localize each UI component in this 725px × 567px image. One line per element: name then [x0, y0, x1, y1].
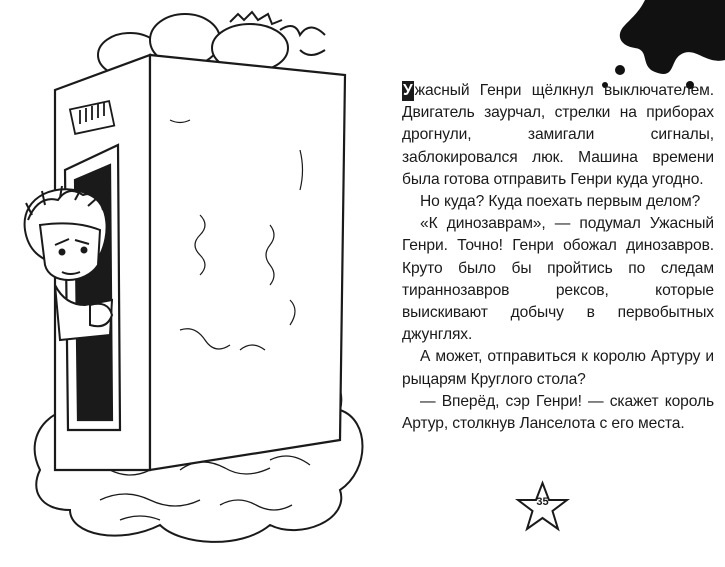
- body-text: [402, 80, 714, 435]
- page-number: 35: [536, 496, 549, 508]
- paragraph: «К динозаврам», — подумал Ужасный Генри. Точно! Генри обожал динозавров. Круто было бы пройтись по следам тираннозавров рексов, которые выискивают добычу в первобытных джунглях.: [402, 215, 714, 344]
- paragraph: — Вперёд, сэр Генри! — скажет король Артур, столкнув Ланселота с его места.: [402, 392, 714, 433]
- drop-cap-letter: У: [403, 82, 413, 99]
- paragraph: А может, отправиться к королю Артуру и рыцарям Круглого стола?: [402, 348, 714, 388]
- doorway: [65, 145, 120, 430]
- paragraph-text: жасный Генри щёлкнул выключателем. Двигатель заурчал, стрелки на приборах дрогнули, замигали сигналы, заблокировался люк. Машина времени была готова отправить Генри куда угодно.: [402, 82, 714, 188]
- paragraph: [402, 80, 714, 191]
- henry-character: [25, 186, 112, 340]
- paragraph: Но куда? Куда поехать первым делом?: [420, 193, 701, 211]
